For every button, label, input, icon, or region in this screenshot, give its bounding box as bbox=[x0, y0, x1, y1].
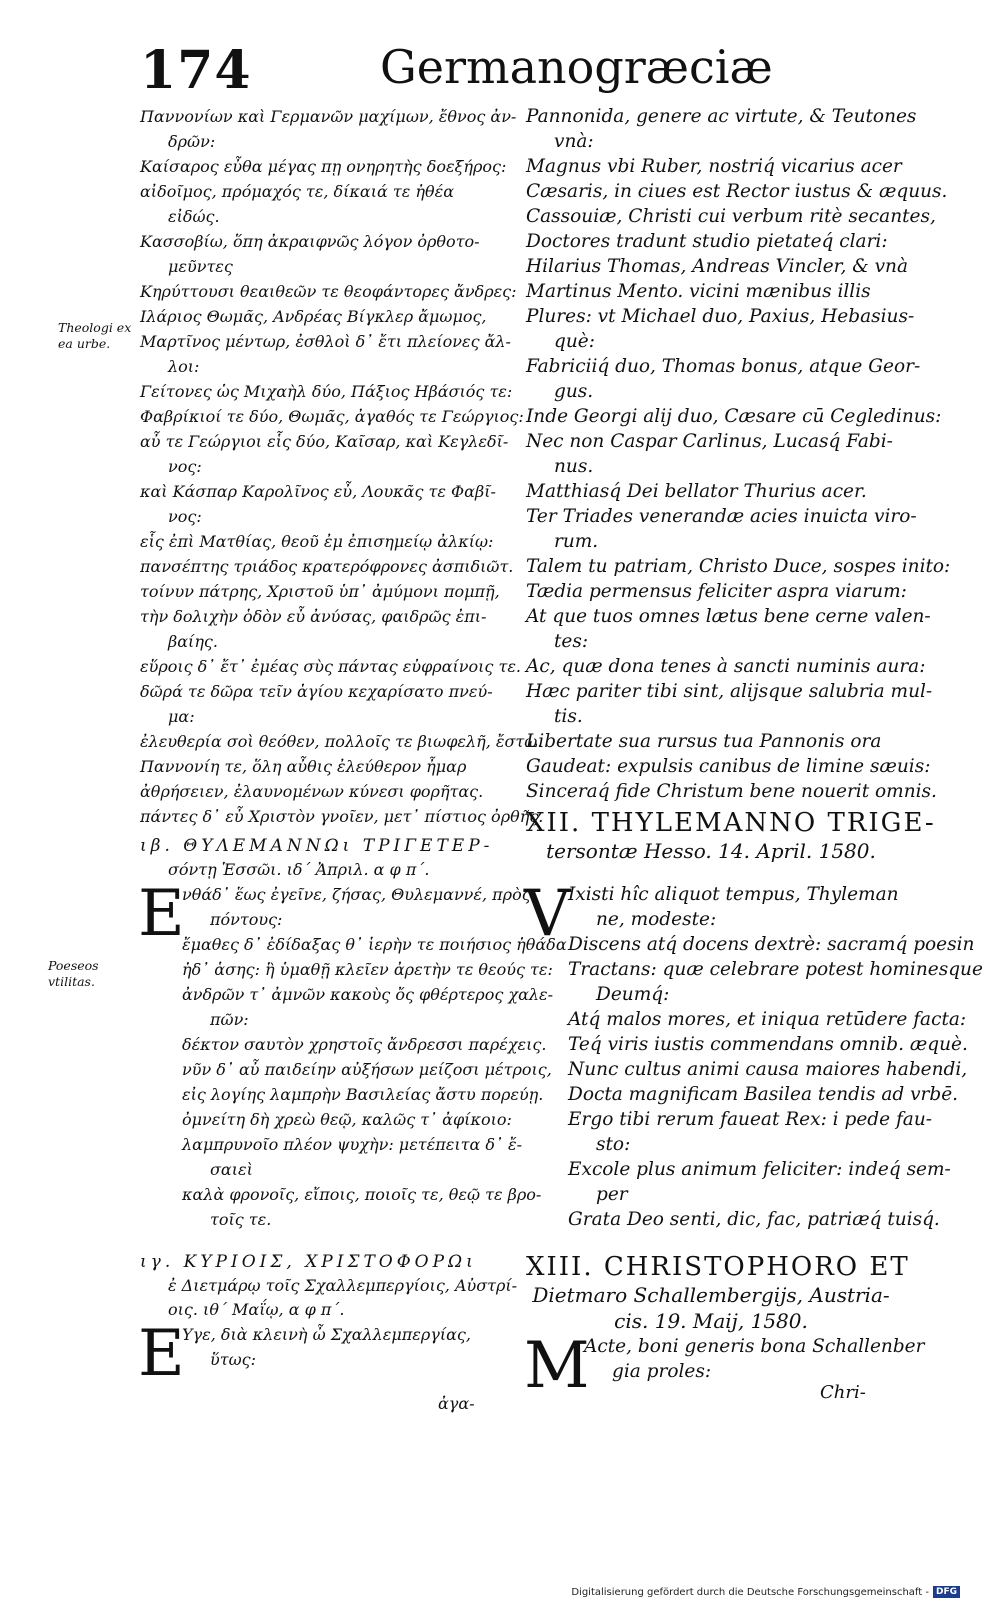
running-head: Germanogræciæ bbox=[380, 40, 773, 94]
latin-verse-line: gia proles: bbox=[612, 1361, 712, 1382]
latin-verse-line: nus. bbox=[554, 456, 594, 477]
greek-verse-line: πόντους: bbox=[210, 910, 283, 929]
greek-title-12: ιβ. ΘΥΛΕΜΑΝΝΩι ΤΡΙΓΕΤΕΡ- bbox=[140, 836, 494, 856]
dropcap: M bbox=[524, 1329, 590, 1403]
latin-verse-line: Nec non Caspar Carlinus, Lucasq́ Fabi- bbox=[526, 431, 893, 452]
latin-verse-line: Hæc pariter tibi sint, alijsque salubria mul- bbox=[526, 681, 933, 702]
greek-verse-line: καλὰ φρονοῖς, εἴποις, ποιοῖς τε, θεῷ τε βρο- bbox=[182, 1185, 542, 1204]
latin-verse-line: Ac, quæ dona tenes à sancti numinis aura: bbox=[526, 656, 926, 677]
latin-subtitle-12: tersontæ Hesso. 14. April. 1580. bbox=[546, 839, 876, 863]
latin-verse-line: sto: bbox=[596, 1134, 631, 1155]
latin-verse-line: Libertate sua rursus tua Pannonis ora bbox=[526, 731, 882, 752]
latin-verse-line: Ixisti hîc aliquot tempus, Thyleman bbox=[568, 884, 899, 905]
latin-verse-line: Magnus vbi Ruber, nostriq́ vicarius acer bbox=[526, 156, 902, 177]
latin-verse-line: At que tuos omnes lætus bene cerne valen- bbox=[526, 606, 931, 627]
latin-verse-line: tes: bbox=[554, 631, 589, 652]
greek-poem-12 bbox=[138, 877, 567, 1232]
latin-section-13 bbox=[524, 1252, 925, 1403]
margin-note-theologi: Theologi ex ea urbe. bbox=[58, 320, 132, 351]
greek-verse-line: εἷς ἐπὶ Ματθίας, θεοῦ ἐμ ἐπισημείῳ ἀλκίῳ: bbox=[140, 532, 494, 551]
greek-subtitle-13: ἐ Διετμάρῳ τοῖς Σχαλλεμπεργίοις, Αὐστρί- bbox=[168, 1276, 518, 1295]
greek-verse-line: δρῶν: bbox=[168, 132, 216, 151]
greek-verse-line: Γείτονες ὡς Μιχαὴλ δύο, Πάξιος Ηβάσιός τε: bbox=[140, 382, 513, 401]
latin-poem-12 bbox=[524, 877, 983, 1232]
footer-text: Digitalisierung gefördert durch die Deutsche Forschungsgemeinschaft - bbox=[571, 1586, 929, 1598]
greek-verse-line: Υγε, διὰ κλεινὴ ὦ Σχαλλεμπεργίας, bbox=[182, 1325, 471, 1344]
latin-verse-line: Tractans: quæ celebrare potest hominesque bbox=[568, 959, 983, 980]
greek-column-top bbox=[140, 104, 544, 829]
greek-verse-line: δέκτον σαυτὸν χρηστοῖς ἄνδρεσσι παρέχεις. bbox=[182, 1035, 547, 1054]
greek-verse-line: μα: bbox=[168, 707, 195, 726]
latin-catchword: Chri- bbox=[820, 1382, 866, 1403]
latin-verse-line: Grata Deo senti, dic, fac, patriæq́ tuisq́. bbox=[568, 1209, 940, 1230]
latin-section-12 bbox=[524, 808, 983, 1232]
page-number: 174 bbox=[140, 40, 252, 101]
greek-verse-line: νῦν δ᾽ αὖ παιδείην αὐξήσων μείζοσι μέτροις, bbox=[182, 1060, 552, 1079]
latin-title-12: XII. THYLEMANNO TRIGE- bbox=[526, 808, 936, 838]
greek-poem-13 bbox=[138, 1317, 508, 1391]
greek-verse-line: λαμπρυνοῖο πλέον ψυχὴν: μετέπειτα δ᾽ ἔ- bbox=[182, 1135, 523, 1154]
greek-verse-line: καὶ Κάσπαρ Καρολῖνος εὖ, Λουκᾶς τε Φαβῖ- bbox=[140, 482, 496, 501]
latin-verse-line: Nunc cultus animi causa maiores habendi, bbox=[568, 1059, 968, 1080]
greek-verse-line: λοι: bbox=[168, 357, 200, 376]
latin-verse-line: Tædia permensus feliciter aspra viarum: bbox=[526, 581, 907, 602]
greek-verse-line: ἐλευθερία σοὶ θεόθεν, πολλοῖς τε βιωφελῆ, ἔστω. bbox=[140, 732, 543, 751]
latin-verse-line: tis. bbox=[554, 706, 583, 727]
greek-verse-line: αὖ τε Γεώργιοι εἷς δύο, Καῖσαρ, καὶ Κεγλεδῖ- bbox=[140, 432, 509, 451]
greek-verse-line: ὕτως: bbox=[210, 1350, 256, 1369]
latin-verse-line: Plures: vt Michael duo, Paxius, Hebasius- bbox=[526, 306, 915, 327]
latin-verse-line: vnà: bbox=[554, 131, 594, 152]
greek-verse-line: εἰδώς. bbox=[168, 207, 220, 226]
latin-verse-line: Docta magnificam Basilea tendis ad vrbē. bbox=[568, 1084, 959, 1105]
greek-verse-line: δῶρά τε δῶρα τεῖν ἁγίου κεχαρίσατο πνεύ- bbox=[140, 682, 493, 701]
greek-verse-line: ἠδ᾽ ἁσης: ἣ ὑμαθῇ κλεῖεν ἀρετὴν τε θεούς τε: bbox=[182, 960, 553, 979]
latin-verse-line: Ter Triades venerandæ acies inuicta viro- bbox=[526, 506, 917, 527]
greek-verse-line: πῶν: bbox=[210, 1010, 249, 1029]
latin-verse-line: què: bbox=[554, 331, 595, 352]
latin-subtitle-13b: cis. 19. Maij, 1580. bbox=[614, 1309, 808, 1333]
latin-title-13: XIII. CHRISTOPHORO ET bbox=[526, 1252, 910, 1282]
latin-verse-line: per bbox=[596, 1184, 628, 1205]
greek-verse-line: Ιλάριος Θωμᾶς, Ανδρέας Βίγκλερ ἄμωμος, bbox=[140, 307, 487, 326]
latin-verse-line: Fabriciiq́ duo, Thomas bonus, atque Geor- bbox=[526, 356, 921, 377]
latin-verse-line: Cæsaris, in ciues est Rector iustus & æquus. bbox=[526, 181, 948, 202]
latin-verse-line: Inde Georgi alij duo, Cæsare cū Cegledinus: bbox=[526, 406, 942, 427]
greek-verse-line: βαίης. bbox=[168, 632, 218, 651]
greek-verse-line: πανσέπτης τριάδος κρατερόφρονες ἀσπιδιῶτ. bbox=[140, 557, 514, 576]
greek-section-12 bbox=[138, 834, 567, 1232]
greek-verse-line: εἰς λογίης λαμπρὴν Βασιλείας ἄστυ πορεύῃ. bbox=[182, 1085, 544, 1104]
latin-column-top bbox=[526, 104, 951, 804]
dfg-logo: DFG bbox=[933, 1586, 960, 1598]
greek-verse-line: Καίσαρος εὖθα μέγας πῃ ονηρητὴς δοεξήρος: bbox=[140, 157, 507, 176]
dropcap: V bbox=[524, 877, 571, 951]
greek-verse-line: εὕροις δ᾽ ἔτ᾽ ἐμέας σὺς πάντας εὐφραίνοις τε. bbox=[140, 657, 521, 676]
latin-verse-line: Matthiasq́ Dei bellator Thurius acer. bbox=[526, 481, 867, 502]
latin-subtitle-13: Dietmaro Schallembergijs, Austria- bbox=[532, 1283, 890, 1307]
latin-verse-line: Martinus Mento. vicini mænibus illis bbox=[526, 281, 871, 302]
greek-verse-line: ὀμνείτη δὴ χρεὼ θεῷ, καλῶς τ᾽ ἀφίκοιο: bbox=[182, 1110, 512, 1129]
latin-verse-line: Pannonida, genere ac virtute, & Teutones bbox=[526, 106, 917, 127]
greek-verse-line: πάντες δ᾽ εὖ Χριστὸν γνοῖεν, μετ᾽ πίστιος ὀρθῆς. bbox=[140, 807, 544, 826]
latin-verse-line: Discens atq́ docens dextrè: sacramq́ poesin bbox=[568, 934, 975, 955]
greek-verse-line: νος: bbox=[168, 457, 202, 476]
greek-verse-line: Κηρύττουσι θεαιθεῶν τε θεοφάντορες ἄνδρες: bbox=[140, 282, 517, 301]
greek-verse-line: ἔμαθες δ᾽ ἐδίδαξας θ᾽ ἱερὴν τε ποιήσιος ἠθάδα bbox=[182, 935, 567, 954]
greek-catchword: ἀγα- bbox=[438, 1394, 475, 1413]
greek-verse-line: Φαβρίκιοί τε δύο, Θωμᾶς, ἀγαθός τε Γεώργιος: bbox=[140, 407, 524, 426]
greek-verse-line: τοῖς τε. bbox=[210, 1210, 272, 1229]
margin-note-poeseos: Poeseos vtilitas. bbox=[48, 958, 99, 989]
greek-verse-line: Μαρτῖνος μέντωρ, ἐσθλοὶ δ᾽ ἔτι πλείονες ἄλ- bbox=[140, 332, 511, 351]
greek-title-13: ιγ. ΚΥΡΙΟΙΣ, ΧΡΙΣΤΟΦΟΡΩι bbox=[140, 1252, 477, 1272]
latin-verse-line: Gaudeat: expulsis canibus de limine sæuis: bbox=[526, 756, 931, 777]
latin-verse-line: gus. bbox=[554, 381, 594, 402]
greek-verse-line: αἰδοῖμος, πρόμαχός τε, δίκαιά τε ἠθέα bbox=[140, 182, 455, 201]
greek-verse-line: τὴν δολιχὴν ὁδὸν εὖ ἀνύσας, φαιδρῶς ἐπι- bbox=[140, 607, 487, 626]
greek-verse-line: ἀνδρῶν τ᾽ ἀμνῶν κακοὺς ὄς φθέρτερος χαλε- bbox=[182, 985, 554, 1004]
latin-verse-line: Hilarius Thomas, Andreas Vincler, & vnà bbox=[526, 256, 908, 277]
greek-verse-line: Παννονίων καὶ Γερμανῶν μαχίμων, ἔθνος ἀν- bbox=[140, 107, 517, 126]
latin-verse-line: Doctores tradunt studio pietateq́ clari: bbox=[526, 231, 888, 252]
latin-verse-line: Ergo tibi rerum faueat Rex: i pede fau- bbox=[568, 1109, 932, 1130]
greek-verse-line: Παννονίη τε, ὅλη αὖθις ἐλεύθερον ἦμαρ bbox=[140, 757, 467, 776]
greek-subtitle-13b: οις. ιθ΄ Μαΐῳ, α φ π΄. bbox=[168, 1300, 345, 1319]
latin-verse-line: Excole plus animum feliciter: indeq́ sem- bbox=[568, 1159, 951, 1180]
latin-verse-line: Deumq́: bbox=[596, 984, 670, 1005]
latin-verse-line: Cassouiæ, Christi cui verbum ritè secantes, bbox=[526, 206, 936, 227]
greek-verse-line: νος: bbox=[168, 507, 202, 526]
greek-section-13 bbox=[138, 1250, 518, 1391]
greek-verse-line: νθάδ᾽ ἕως ἐγεῖνε, ζήσας, Θυλεμαννέ, πρὸς bbox=[182, 885, 531, 904]
greek-verse-line: ἀθρήσειεν, ἐλαυνομένων κύνεσι φορῆτας. bbox=[140, 782, 484, 801]
latin-verse-line: Talem tu patriam, Christo Duce, sospes inito: bbox=[526, 556, 951, 577]
greek-subtitle-12: σόντῃ Ἑσσῶι. ιδ΄ Ἀπριλ. α φ π΄. bbox=[168, 860, 430, 879]
footer bbox=[571, 1586, 960, 1598]
latin-verse-line: ne, modeste: bbox=[596, 909, 717, 930]
greek-verse-line: Κασσοβίω, ὅπη ἀκραιφνῶς λόγον ὀρθοτο- bbox=[140, 232, 480, 251]
dropcap: E bbox=[138, 1317, 185, 1391]
latin-verse-line: Teq́ viris iustis commendans omnib. æquè. bbox=[568, 1034, 968, 1055]
latin-verse-line: Acte, boni generis bona Schallenber bbox=[584, 1336, 925, 1357]
greek-verse-line: σαιεὶ bbox=[210, 1160, 253, 1179]
greek-verse-line: τοίνυν πάτρης, Χριστοῦ ὑπ᾽ ἀμύμονι πομπῇ, bbox=[140, 582, 500, 601]
latin-verse-line: Sinceraq́ fide Christum bene nouerit omnis. bbox=[526, 781, 937, 802]
greek-verse-line: μεῦντες bbox=[168, 257, 233, 276]
dropcap: E bbox=[138, 877, 185, 951]
latin-verse-line: Atq́ malos mores, et iniqua retūdere facta: bbox=[568, 1009, 967, 1030]
latin-verse-line: rum. bbox=[554, 531, 599, 552]
